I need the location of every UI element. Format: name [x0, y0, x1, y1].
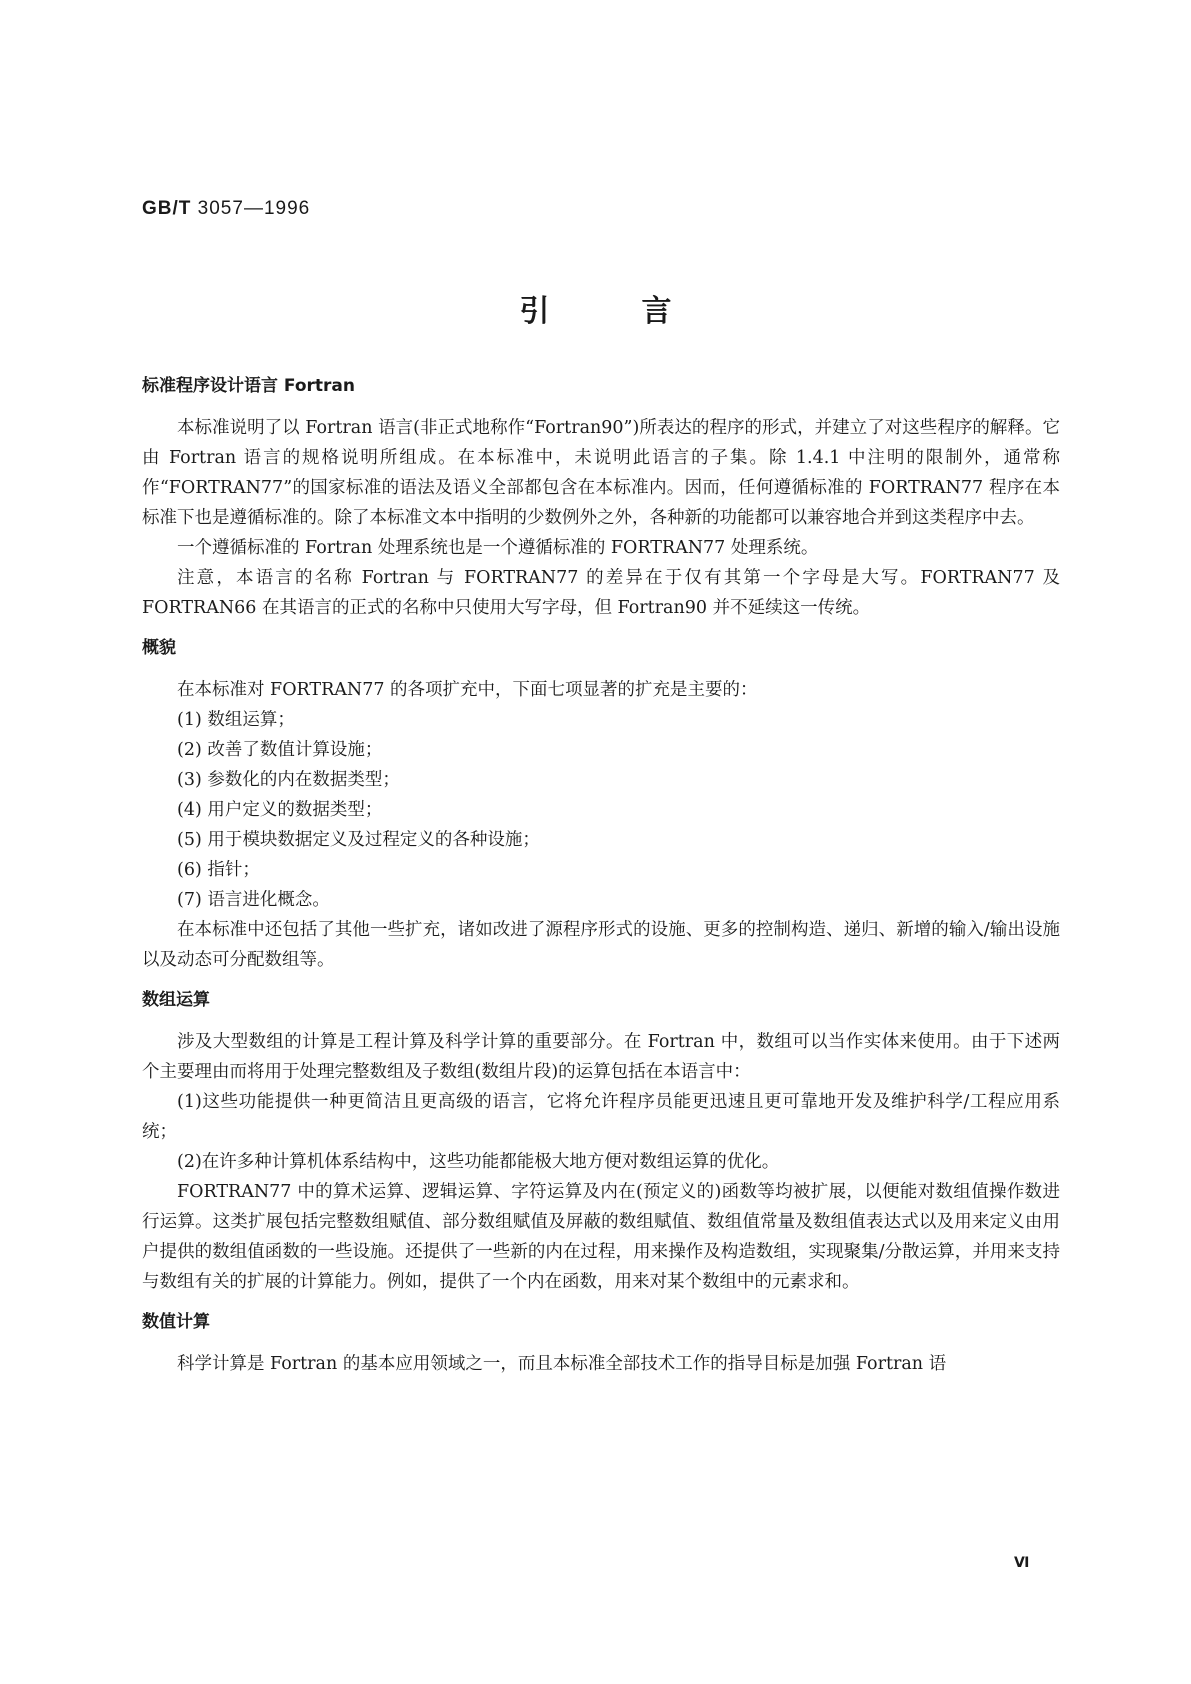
paragraph: 科学计算是 Fortran 的基本应用领域之一，而且本标准全部技术工作的指导目标是加强 Fortran 语	[177, 1354, 947, 1374]
paragraph: 在本标准对 FORTRAN77 的各项扩充中，下面七项显著的扩充是主要的：	[177, 680, 758, 700]
list-item: (1) 数组运算；	[177, 710, 295, 730]
paragraph: (1)这些功能提供一种更简洁且更高级的语言，它将允许程序员能更迅速且更可靠地开发及维护科学/工程应用系统；	[142, 1092, 1060, 1142]
paragraph: (2)在许多种计算机体系结构中，这些功能都能极大地方便对数组运算的优化。	[177, 1152, 780, 1172]
paragraph: 涉及大型数组的计算是工程计算及科学计算的重要部分。在 Fortran 中，数组可以当作实体来使用。由于下述两个主要理由而将用于处理完整数组及子数组(数组片段)的运算包括在本语言中：	[142, 1032, 1060, 1082]
section-heading: 标准程序设计语言 Fortran	[142, 376, 355, 396]
list-item: (3) 参数化的内在数据类型；	[177, 770, 400, 790]
section-heading: 数值计算	[142, 1312, 210, 1332]
paragraph: 本标准说明了以 Fortran 语言(非正式地称作“Fortran90”)所表达的程序的形式，并建立了对这些程序的解释。它由 Fortran 语言的规格说明所组成。在本标准中，未说明此语言的子集。除 1.4.1 中注明的限制外，通常称作“FORTRAN77”的国家标准的语法及语义全部都包含在本标准内。因而，任何遵循标准的 FORTRAN77 程序在本标准下也是遵循标准的。除了本标准文本中指明的少数例外之外，各种新的功能都可以兼容地合并到这类程序中去。	[142, 418, 1060, 528]
list-item: (6) 指针；	[177, 860, 260, 880]
list-item: (4) 用户定义的数据类型；	[177, 800, 383, 820]
standard-code	[142, 198, 310, 220]
paragraph: 一个遵循标准的 Fortran 处理系统也是一个遵循标准的 FORTRAN77 处理系统。	[177, 538, 819, 558]
standard-number: 3057—1996	[197, 198, 311, 219]
list-item: (2) 改善了数值计算设施；	[177, 740, 383, 760]
standard-prefix: GB/T	[142, 198, 192, 219]
section-fortran	[142, 371, 1060, 623]
list-item: (5) 用于模块数据定义及过程定义的各种设施；	[177, 830, 540, 850]
section-array-operations	[142, 985, 1060, 1297]
paragraph: 在本标准中还包括了其他一些扩充，诸如改进了源程序形式的设施、更多的控制构造、递归、新增的输入/输出设施以及动态可分配数组等。	[142, 920, 1060, 970]
section-heading: 数组运算	[142, 990, 210, 1010]
paragraph: 注意，本语言的名称 Fortran 与 FORTRAN77 的差异在于仅有其第一个字母是大写。FORTRAN77 及 FORTRAN66 在其语言的正式的名称中只使用大写字母，但 Fortran90 并不延续这一传统。	[142, 568, 1060, 618]
page-number: Ⅵ	[1014, 1555, 1030, 1571]
list-item: (7) 语言进化概念。	[177, 890, 330, 910]
document-body	[142, 371, 1060, 1389]
page-title: 引言	[519, 294, 764, 329]
paragraph: FORTRAN77 中的算术运算、逻辑运算、字符运算及内在(预定义的)函数等均被扩展，以便能对数组值操作数进行运算。这类扩展包括完整数组赋值、部分数组赋值及屏蔽的数组赋值、数组值常量及数组值表达式以及用来定义由用户提供的数组值函数的一些设施。还提供了一些新的内在过程，用来操作及构造数组，实现聚集/分散运算，并用来支持与数组有关的扩展的计算能力。例如，提供了一个内在函数，用来对某个数组中的元素求和。	[142, 1182, 1060, 1292]
section-numeric-computation	[142, 1307, 1060, 1379]
section-overview	[142, 633, 1060, 975]
section-heading: 概貌	[142, 638, 176, 658]
